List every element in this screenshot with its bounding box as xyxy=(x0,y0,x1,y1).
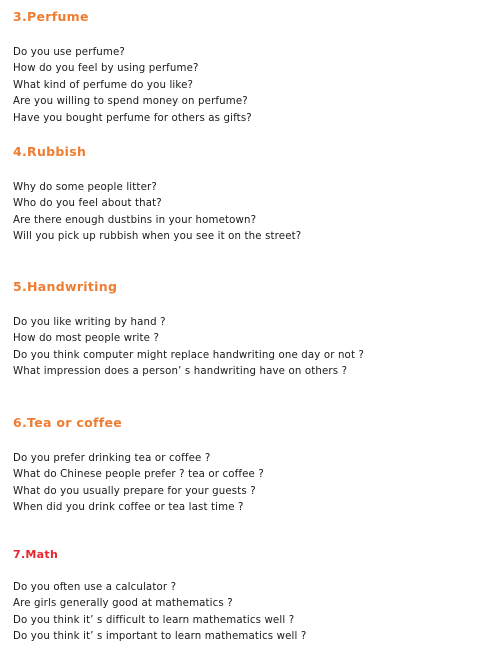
question-item: Do you use perfume? xyxy=(13,47,125,58)
question-item: Are girls generally good at mathematics ? xyxy=(13,598,233,610)
question-item: What do you usually prepare for your guests ? xyxy=(13,485,256,497)
question-item: What impression does a person’ s handwriting have on others ? xyxy=(13,366,348,378)
section-heading-math: 7.Math xyxy=(13,548,59,561)
question-item: Have you bought perfume for others as gifts? xyxy=(13,112,252,124)
question-item: Do you think it’ s difficult to learn mathematics well ? xyxy=(13,614,295,626)
question-item: Do you prefer drinking tea or coffee ? xyxy=(13,453,211,464)
question-item: Why do some people litter? xyxy=(13,182,157,193)
question-item: Who do you feel about that? xyxy=(13,198,162,210)
question-item: What do Chinese people prefer ? tea or coffee ? xyxy=(13,469,264,481)
question-item: What kind of perfume do you like? xyxy=(13,79,194,91)
question-list-handwriting xyxy=(13,315,364,381)
section-heading-perfume: 3.Perfume xyxy=(13,9,89,24)
question-item: How do you feel by using perfume? xyxy=(13,63,199,75)
question-item: Are there enough dustbins in your hometown? xyxy=(13,214,257,226)
question-item: Do you think computer might replace handwriting one day or not ? xyxy=(13,349,365,361)
question-list-perfume xyxy=(13,45,252,127)
question-item: Will you pick up rubbish when you see it on the street? xyxy=(13,231,302,243)
section-heading-rubbish: 4.Rubbish xyxy=(13,144,87,159)
question-item: How do most people write ? xyxy=(13,333,160,345)
question-item: Do you like writing by hand ? xyxy=(13,317,166,328)
section-heading-handwriting: 5.Handwriting xyxy=(13,279,118,294)
question-item: Do you think it’ s important to learn mathematics well ? xyxy=(13,631,307,643)
question-item: Do you often use a calculator ? xyxy=(13,582,177,593)
question-list-tea-or-coffee xyxy=(13,451,264,517)
question-item: Are you willing to spend money on perfume? xyxy=(13,96,248,108)
question-item: When did you drink coffee or tea last time ? xyxy=(13,502,244,514)
question-list-math xyxy=(13,580,306,646)
section-heading-tea-or-coffee: 6.Tea or coffee xyxy=(13,415,123,430)
question-list-rubbish xyxy=(13,180,301,246)
